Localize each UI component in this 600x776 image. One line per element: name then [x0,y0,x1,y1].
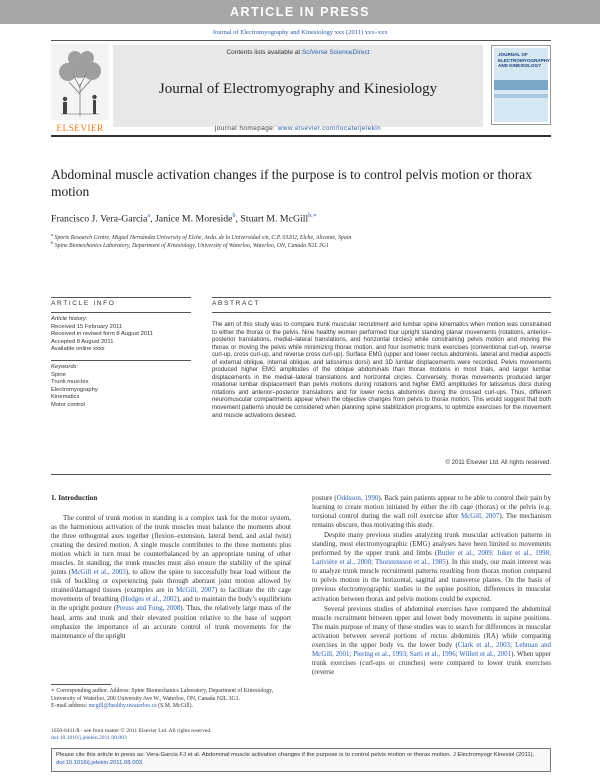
keyword-item: Electromyography [51,386,98,393]
text-run: ). Thus, the relatively large mass of the head, arms and trunk and their elevated position relative to the base of support emphasize the importance of an accurate control of trunk movements for the maintenance of the upright [51,604,291,640]
homepage-prefix: journal homepage: [214,125,278,132]
history-item: Available online xxxx [51,346,105,353]
tree-icon [51,44,109,120]
text-run: ). Back pain patients appear to be able to control their pain by learning to create motion initiated by either the rib cage (thorax) or the pelvis (e.g. torsional control during the wall roll exercise after [312,494,551,521]
author-name[interactable]: Stuart M. McGill [240,213,309,225]
doi-link[interactable]: doi:10.1016/j.jelekin.2011.08.003 [51,735,127,742]
reference-link[interactable]: McGill, 2007 [460,512,500,521]
keywords-block [51,364,191,410]
history-item: Received 15 February 2011 [51,323,123,330]
cover-stripe [494,80,548,90]
text-run: The control of trunk motion in standing is a complex task for the motor system, as the harmonious activation of the trunk muscles must balance the moments about the three orthogonal axes together (flexion–extension, lateral bend, and axial twist) creating the desired motion. A single muscle contributes to the three moments plus motion which in turn must be counterbalanced by an appropriate tuning of other muscles. In standing, the trunk muscles must also ensure the stability of the spinal joints ( [51,514,291,577]
text-run: ). In this study, our main interest was to analyze trunk muscle recruitment patterns resulting from thorax motion compared to pelvis motion in the horizontal, sagittal and transverse planes. On the basis of previous electromyographic studies in the supine position, differences in muscular activation between thorax and pelvis motions could be expected. [312,558,551,603]
article-info-heading: ARTICLE INFO [51,300,116,307]
text-run: Despite many previous studies analyzing trunk muscular activation patterns in standing, most electromyographic (EMG) analyses have been limited to movements performed by the upper trunk and limbs ( [312,531,551,558]
keyword-item: Motor control [51,401,85,408]
citation-text: Please cite this article in press as: Vera-Garcia FJ et al. Abdominal muscle activation changes if the purpose is to control pelvis motion or thorax motion. J Electromyogr Kinesiol (2011), [56,752,535,758]
front-matter-line: 1050-6411/$ - see front matter © 2011 Elsevier Ltd. All rights reserved. [51,728,212,734]
article-in-press-banner: ARTICLE IN PRESS [0,0,600,24]
author-list: Francisco J. Vera-Garcia$^a$, Janice M. Moreside$^b$, Stuart M. McGill$^{b,∗}$ [51,213,317,225]
affil-text: Spine Biomechanics Laboratory, Department of Kinesiology, University of Waterloo, Waterloo, ON, Canada N2L 3G1 [54,242,329,249]
reference-link[interactable]: McGill, 2007 [176,586,215,595]
legal-notice [51,728,311,742]
cover-title: JOURNAL OF ELECTROMYOGRAPHY AND KINESIOLOGY [498,52,550,68]
journal-cover-thumbnail [491,45,551,125]
corresponding-author-footnote [51,688,291,711]
reference-link[interactable]: Oddsson, 1990 [336,494,379,502]
text-run: ). When upper trunk exercises (curl-ups or crunches) were compared to lower trunk exercises (reverse [312,649,552,676]
contents-prefix: Contents lists available at [226,49,302,56]
info-top-rule [51,297,191,298]
article-title: Abdominal muscle activation changes if the purpose is to control pelvis motion or thorax motion [51,167,533,199]
abstract-copyright: © 2011 Elsevier Ltd. All rights reserved. [445,460,551,466]
abstract-heading: ABSTRACT [212,300,260,307]
homepage-link[interactable]: www.elsevier.com/locate/jelekin [277,125,382,132]
body-column-left [51,514,291,642]
text-run: ). The mechanism remains obscure, thus motivating this study. [312,512,551,530]
elsevier-tree-logo [51,44,109,134]
text-run: posture ( [312,494,337,502]
author-name[interactable]: Francisco J. Vera-Garcia [51,213,148,225]
masthead-bottom-rule [51,135,551,137]
keywords-divider [51,360,191,361]
intro-paragraph-1-cont [312,494,551,530]
contents-available-line [113,49,483,56]
email-label: E-mail address: [51,703,89,710]
body-column-right [312,494,551,678]
footnote-rule [51,684,111,685]
text-run: ), to allow the spine to successfully bear load without the risk of buckling or experiencing pain through aberrant joint motion allowed by strained/damaged tissues (examples are in [51,568,291,595]
footnote-address: ∗ Corresponding author. Address: Spine Biomechanics Laboratory, Department of Kinesiology, University of Waterloo, 200 University Ave W., Waterloo, ON, Canada N2L 3G1. [51,688,274,702]
front-matter-bottom-rule [51,474,551,475]
history-label: Article history: [51,316,88,322]
affil-mark: b [51,240,54,245]
affil-mark: a [51,232,53,237]
email-suffix: (S.M. McGill). [156,703,193,710]
reference-link[interactable]: Clark et al., 2003; Lehman and McGill, 2001; Piering et al., 1993; Sarti et al., 1996; Willett et al., 2001 [312,640,552,658]
article-history [51,316,191,354]
keyword-item: Spine [51,371,66,378]
keyword-item: Trunk muscles [51,379,89,386]
affiliation-b [51,240,551,249]
intro-paragraph-3 [312,605,551,677]
text-run: ) to facilitate the rib cage movements of breathing ( [51,586,292,604]
citation-doi-link[interactable]: doi:10.1016/j.jelekin.2011.08.003 [56,760,143,767]
affil-text: Sports Research Centre, Miguel Hernández University of Elche, Avda. de la Universidad s/n, C.P. 03202, Elche, Alicante, Spain [54,234,352,241]
history-item: Received in revised form 8 August 2011 [51,331,154,338]
masthead-top-rule [51,40,551,41]
masthead-center-panel [113,45,483,127]
cover-art [494,48,548,122]
info-heading-rule [51,312,191,313]
keyword-item: Kinematics [51,394,80,401]
journal-homepage-line [113,125,483,132]
journal-title: Journal of Electromyography and Kinesiology [158,81,438,97]
introduction-heading: 1. Introduction [51,494,98,502]
text-run: ), and to maintain the body’s equilibrium in the upright posture ( [51,595,291,613]
cover-stripe-thin [494,94,548,98]
history-item: Accepted 8 August 2011 [51,338,114,345]
journal-citation-line[interactable]: Journal of Electromyography and Kinesiology xxx (2011) xxx–xxx [212,29,388,36]
reference-link[interactable]: McGill et al., 2003 [71,568,126,577]
author-name[interactable]: Janice M. Moreside [154,213,233,225]
abstract-heading-rule [212,312,551,313]
email-link[interactable]: mcgill@healthy.uwaterloo.ca [88,703,157,710]
sciencedirect-link[interactable]: SciVerse ScienceDirect [301,49,370,56]
text-run: Several previous studies of abdominal exercises have compared the abdominal muscle recruitment between upper and lower body movements in supine positions. The main purpose of many of these studies was to search for differences in muscular activation between several portions of rectus abdominis (RA) while comparing exercises in the upper body vs. the lower body ( [312,604,551,649]
journal-masthead [51,40,551,136]
footnote-email-line [51,703,291,711]
publisher-wordmark: ELSEVIER [56,124,104,134]
keywords-label: Keywords: [51,364,79,370]
author-affil-mark[interactable]: b,∗ [308,213,317,219]
cite-this-article-box [51,748,551,772]
abstract-text: The aim of this study was to compare trunk muscular recruitment and lumbar spine kinematics when motion was constrained to either the thorax or the pelvis. Nine healthy women performed four upright standing planar movements (rotations, anterior–posterior translations, medial–lateral translations, and horizontal circles) while constraining pelvis motion and moving the thorax or moving the pelvis while minimizing thorax motion, and four isometric trunk exercises (conventional curl-up, reverse curl-up, cross curl-up, and reverse cross curl-up). Surface EMG (upper and lower rectus abdominis, lateral and medial aspects of external oblique, internal oblique, and latissimus dorsi) and 3D lumbar displacements were recorded. Pelvis movements produced higher EMG amplitudes of the oblique abdominals than thorax motions in most trials, and larger lumbar displacements in the medial–lateral translations and horizontal circles. Conversely, thorax movements produced larger rotational lumbar displacement than pelvis motions during rotations and higher EMG amplitudes for latissimus dorsi during rotations and anterior–posterior translations and for lower rectus abdominis during the crossed curl-ups. Thus, different neuromuscular compartments appear when the objective changes from pelvis to thorax motion. This would suggest that both movement patterns should be considered when planning spine stabilization programs, to optimize exercises for the movement and muscle activations desired. [212,322,551,419]
reference-link[interactable]: Hodges et al., 2002 [122,595,177,604]
intro-paragraph-1 [51,514,291,641]
author-affil-mark[interactable]: a [147,213,151,219]
intro-paragraph-2 [312,531,551,603]
reference-link[interactable]: Preuss and Fung, 2008 [116,604,181,613]
reference-link[interactable]: Butler et al., 2009; Juker et al., 1998; Larivière et al., 2000; Thorstensson et al., 1985 [312,549,551,567]
abstract-top-rule [212,297,551,298]
author-affil-mark[interactable]: b [232,213,236,219]
